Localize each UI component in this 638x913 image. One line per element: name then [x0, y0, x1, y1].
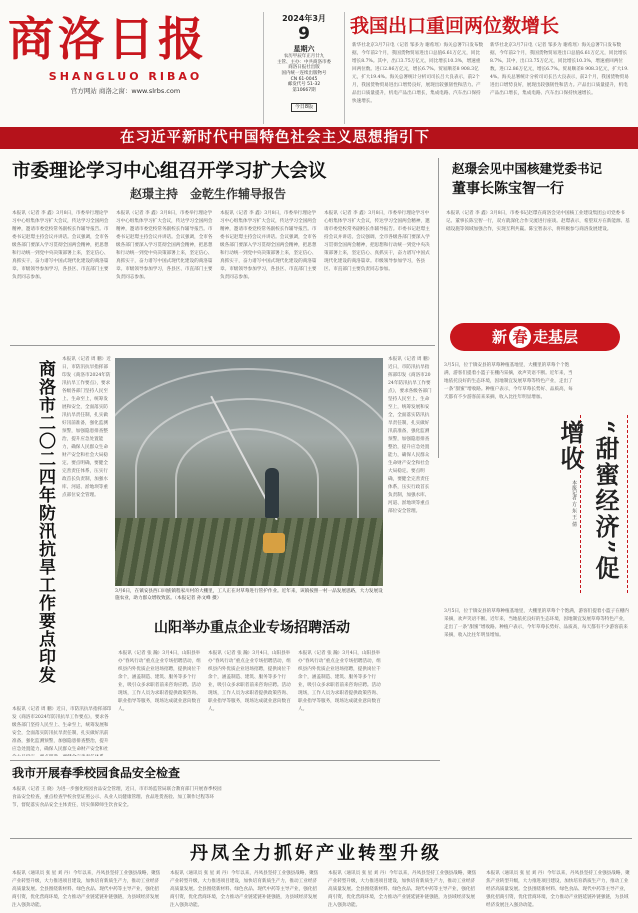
jobs-text-col1: 本报讯（记者 张 瀚）3月4日，山阳县举办“春风行动”重点企业专场招聘活动，组织县内外优质企业进场招聘，提供岗位千余个，涵盖制造、建筑、服务等多个行业，吸引众多求职者前来咨询应聘。活动现场，工作人员为求职者提供政策咨询、职业指导等服务，现场达成就业意向数百人。 [118, 651, 201, 712]
jobs-text-col3: 本报讯（记者 张 瀚）3月4日，山阳县举办“春风行动”重点企业专场招聘活动，组织县内外优质企业进场招聘，提供岗位千余个，涵盖制造、建筑、服务等多个行业，吸引众多求职者前来咨询应聘。活动现场，工作人员为求职者提供政策咨询、职业指导等服务，现场达成就业意向数百人。 [298, 651, 381, 712]
sweet-text-col1: 3月5日，位于镇安县的草莓种植基地里，大棚里的草莓个个饱满，游客们提着小篮子在棚内采摘，欢声笑语不断。近年来，当地依托良好的生态环境，因地制宜发展草莓等特色产业，走出了一条“甜蜜”增收路。种植户表示，今年草莓长势好、品质高，每天都有不少游客前来采摘，收入比往年明显增加。 [444, 363, 573, 400]
industry-text-col2: 本报讯（通讯员 张 星 刘 丹）今年以来，丹凤县坚持工业强县战略，聚焦产业转型升级，大力推进项目建设，加快培育新质生产力，推动工业经济高质量发展。全县围绕新材料、绿色食品、现代中药等主导产业，强化招商引资，优化营商环境，全力推动产业链延链补链强链，为县域经济发展注入强劲动能。 [170, 871, 319, 908]
banner-text: 在习近平新时代中国特色社会主义思想指引下 [120, 130, 430, 146]
sweet-vertical-title[interactable]: “甜蜜经济”促增收 [556, 420, 620, 582]
flood-text-col3: 本报讯（记者 周 鹏）近日，市防汛抗旱指挥部印发《商洛市2024年防汛抗旱工作要点》，要求各级各部门坚持人民至上、生命至上，统筹发展和安全，全面落实防汛抗旱责任制，扎实做好汛前准备，强化监测预警，加强隐患排查整治，提升应急处置能力，确保人民群众生命财产安全和社会大局稳定。要点明确，要健全完善责任体系，压实行政首长负责制，加强水库、河道、淤地坝等重点部位安全管理。 [388, 357, 433, 514]
industry-text-col3: 本报讯（通讯员 张 星 刘 丹）今年以来，丹凤县坚持工业强县战略，聚焦产业转型升级，大力推进项目建设，加快培育新质生产力，推动工业经济高质量发展。全县围绕新材料、绿色食品、现代中药等主导产业，强化招商引资，优化营商环境，全力推动产业链延链补链强链，为县域经济发展注入强劲动能。 [328, 871, 477, 908]
section-divider [10, 345, 435, 346]
issue-publisher-3: 国内统一连续出版物号 [281, 70, 327, 76]
jobs-text-col2: 本报讯（记者 张 瀚）3月4日，山阳县举办“春风行动”重点企业专场招聘活动，组织县内外优质企业进场招聘，提供岗位千余个，涵盖制造、建筑、服务等多个行业，吸引众多求职者前来咨询应聘。活动现场，工作人员为求职者提供政策咨询、职业指导等服务，现场达成就业意向数百人。 [208, 651, 291, 712]
study-subhead: 赵璟主持 金乾生作辅导报告 [130, 187, 287, 201]
newspaper-pinyin: SHANGLUO RIBAO [48, 70, 203, 83]
website-line[interactable]: 官方网站 商洛之窗：www.slrbs.com [70, 87, 181, 95]
study-text-col2: 本报讯（记者 李 鑫）3月8日，市委举行理论学习中心组集体学习扩大会议，传达学习全国两会精神，邀请市委党校常务副校长作辅导报告。市委书记赵璟主持会议并讲话。会议强调，全市各级各部门要深入学习贯彻全国两会精神，把思想和行动统一到党中央决策部署上来，坚定信心、真抓实干，奋力谱写中国式现代化建设的商洛篇章。市级领导参加学习，各县区、市直部门主要负责同志参加。 [116, 211, 213, 280]
issue-publisher-1: 主管、主办：中共商洛市委 [277, 59, 331, 65]
worker-figure [265, 468, 279, 518]
issue-year-month: 2024年3月 [282, 14, 326, 23]
flood-text-col1: 本报讯（记者 周 鹏）近日，市防汛抗旱指挥部印发《商洛市2024年防汛抗旱工作要点》，要求各级各部门坚持人民至上、生命至上，统筹发展和安全，全面落实防汛抗旱责任制，扎实做好汛前准备，强化监测预警，加强隐患排查整治，提升应急处置能力，确保人民群众生命财产安全和社会大局稳定。要点明确，要健全完善责任体系，压实行政首长负责制，加强水库、河道、淤地坝等重点部位安全管理。 [62, 357, 111, 498]
industry-headline[interactable]: 丹凤全力抓好产业转型升级 [190, 843, 442, 864]
issue-postal-code: 邮发代号 51-32 [287, 82, 321, 88]
study-text-col4: 本报讯（记者 李 鑫）3月8日，市委举行理论学习中心组集体学习扩大会议，传达学习全国两会精神，邀请市委党校常务副校长作辅导报告。市委书记赵璟主持会议并讲话。会议强调，全市各级各部门要深入学习贯彻全国两会精神，把思想和行动统一到党中央决策部署上来，坚定信心、真抓实干，奋力谱写中国式现代化建设的商洛篇章。市级领导参加学习，各县区、市直部门主要负责同志参加。 [324, 211, 430, 272]
issue-publisher-2: 商洛日报社出版 [288, 65, 320, 71]
meet-headline-line2[interactable]: 董事长陈宝智一行 [452, 181, 564, 197]
greenhouse-photo [115, 358, 383, 586]
new-spring-badge-text [450, 323, 620, 351]
study-headline[interactable]: 市委理论学习中心组召开学习扩大会议 [12, 161, 327, 182]
badge-prefix: 新 [491, 328, 507, 346]
photo-caption-text: 3月6日，在镇安县西口回族镇程家川村的大棚里，工人正在对草莓进行管护作业。近年来，该镇按照一村一品发展思路，大力发展设施农业，助力群众增收致富。 [115, 589, 383, 601]
top-story-text-col1: 新华社北京3月7日电（记者 邹多为 谢希瑶）海关总署7日发布数据，今年前2个月，我国货物贸易进出口总值6.61万亿元，同比增长8.7%。其中，出口3.75万亿元，同比增长10.3%，增速重回两位数。进口2.86万亿元，增长6.7%。贸易顺差8 908.3亿元，扩大19.4%。海关总署统计分析司司长吕大良表示，前2个月，我国货物贸易进出口增势良好，展现出较强韧性和活力。产品出口质量提升，机电产品出口增长，集成电路、汽车出口保持快速增长。 [352, 43, 484, 104]
newspaper-title: 商洛日报 [8, 12, 208, 66]
column-divider [438, 158, 439, 458]
photo-credit: （本报记者 孙文峰 摄） [174, 596, 222, 601]
meet-headline-line1[interactable]: 赵璟会见中国核建党委书记 [452, 161, 603, 176]
issue-info-box [263, 12, 345, 124]
food-text: 本报讯（记者 王 晓）为进一步强化校园食品安全管理，近日，市市场监管局联合教育部门开展春季校园食品安全检查，重点检查学校食堂证照公示、从业人员健康管理、食品进货查验、加工制作过程等环节，督促落实食品安全主体责任，切实保障师生饮食安全。 [12, 787, 222, 808]
flood-text-col2: 本报讯（记者 周 鹏）近日，市防汛抗旱指挥部印发《商洛市2024年防汛抗旱工作要点》，要求各级各部门坚持人民至上、生命至上，统筹发展和安全，全面落实防汛抗旱责任制，扎实做好汛前准备，强化监测预警，加强隐患排查整治，提升应急处置能力，确保人民群众生命财产安全和社 [12, 707, 112, 752]
flood-vertical-title[interactable]: 商洛市二〇二四年防汛抗旱工作要点印发 [35, 360, 55, 684]
photo-caption [115, 588, 383, 602]
meet-text: 本报讯（记者 李 鑫）3月8日，市委书记赵璟在商洛会见中国核工业建设集团公司党委书记、董事长陈宝智一行，双方就深化合作交流进行座谈。赵璟表示，希望双方在新能源、基础设施等领域加强合作，实现互利共赢。陈宝智表示，将积极参与商洛发展建设。 [446, 211, 630, 232]
study-text-col3: 本报讯（记者 李 鑫）3月8日，市委举行理论学习中心组集体学习扩大会议，传达学习全国两会精神，邀请市委党校常务副校长作辅导报告。市委书记赵璟主持会议并讲话。会议强调，全市各级各部门要深入学习贯彻全国两会精神，把思想和行动统一到党中央决策部署上来，坚定信心、真抓实干，奋力谱写中国式现代化建设的商洛篇章。市级领导参加学习，各县区、市直部门主要负责同志参加。 [220, 211, 317, 280]
industry-text-col4: 本报讯（通讯员 张 星 刘 丹）今年以来，丹凤县坚持工业强县战略，聚焦产业转型升级，大力推进项目建设，加快培育新质生产力，推动工业经济高质量发展。全县围绕新材料、绿色食品、现代中药等主导产业，强化招商引资，优化营商环境，全力推动产业链延链补链强链，为县域经济发展注入强劲动能。 [486, 871, 630, 908]
issue-lunar: 农历甲辰年正月廿九 [283, 54, 325, 59]
top-story-text-col2: 新华社北京3月7日电（记者 邹多为 谢希瑶）海关总署7日发布数据，今年前2个月，我国货物贸易进出口总值6.61万亿元，同比增长8.7%。其中，出口3.75万亿元，同比增长10.3%，增速重回两位数。进口2.86万亿元，增长6.7%。贸易顺差8 908.3亿元，扩大19.4%。海关总署统计分析司司长吕大良表示，前2个月，我国货物贸易进出口增势良好，展现出较强韧性和活力。产品出口质量提升，机电产品出口增长，集成电路、汽车出口保持快速增长。 [490, 43, 629, 96]
section-divider-2 [10, 760, 440, 761]
section-divider-3 [10, 838, 632, 839]
sweet-text-col2: 3月5日，位于镇安县的草莓种植基地里，大棚里的草莓个个饱满，游客们提着小篮子在棚内采摘，欢声笑语不断。近年来，当地依托良好的生态环境，因地制宜发展草莓等特色产业，走出了一条“甜蜜”增收路。种植户表示，今年草莓长势好、品质高，每天都有不少游客前来采摘，收入比往年明显增加。 [444, 609, 630, 638]
badge-suffix: 走基层 [533, 328, 579, 346]
badge-circle: 春 [509, 326, 531, 348]
issue-cn-number: CN 61-0045 [290, 76, 318, 82]
industry-text-col1: 本报讯（通讯员 张 星 刘 丹）今年以来，丹凤县坚持工业强县战略，聚焦产业转型升级，大力推进项目建设，加快培育新质生产力，推动工业经济高质量发展。全县围绕新材料、绿色食品、现代中药等主导产业，强化招商引资，优化营商环境，全力推动产业链延链补链强链，为县域经济发展注入强劲动能。 [12, 871, 161, 908]
food-headline[interactable]: 我市开展春季校园食品安全检查 [12, 766, 181, 780]
page-count-badge: 今日8版 [291, 103, 317, 111]
issue-number: 第10667期 [292, 87, 316, 93]
jobs-headline[interactable]: 山阳举办重点企业专场招聘活动 [154, 620, 350, 636]
issue-weekday: 星期六 [293, 45, 315, 54]
top-story-headline[interactable]: 我国出口重回两位数增长 [350, 15, 560, 37]
study-text-col1: 本报讯（记者 李 鑫）3月8日，市委举行理论学习中心组集体学习扩大会议，传达学习全国两会精神，邀请市委党校常务副校长作辅导报告。市委书记赵璟主持会议并讲话。会议强调，全市各级各部门要深入学习贯彻全国两会精神，把思想和行动统一到党中央决策部署上来，坚定信心、真抓实干，奋力谱写中国式现代化建设的商洛篇章。市级领导参加学习，各县区、市直部门主要负责同志参加。 [12, 211, 109, 280]
issue-day: 9 [298, 24, 310, 44]
sweet-byline: 本报记者 方 东 王 倩 [571, 480, 577, 527]
